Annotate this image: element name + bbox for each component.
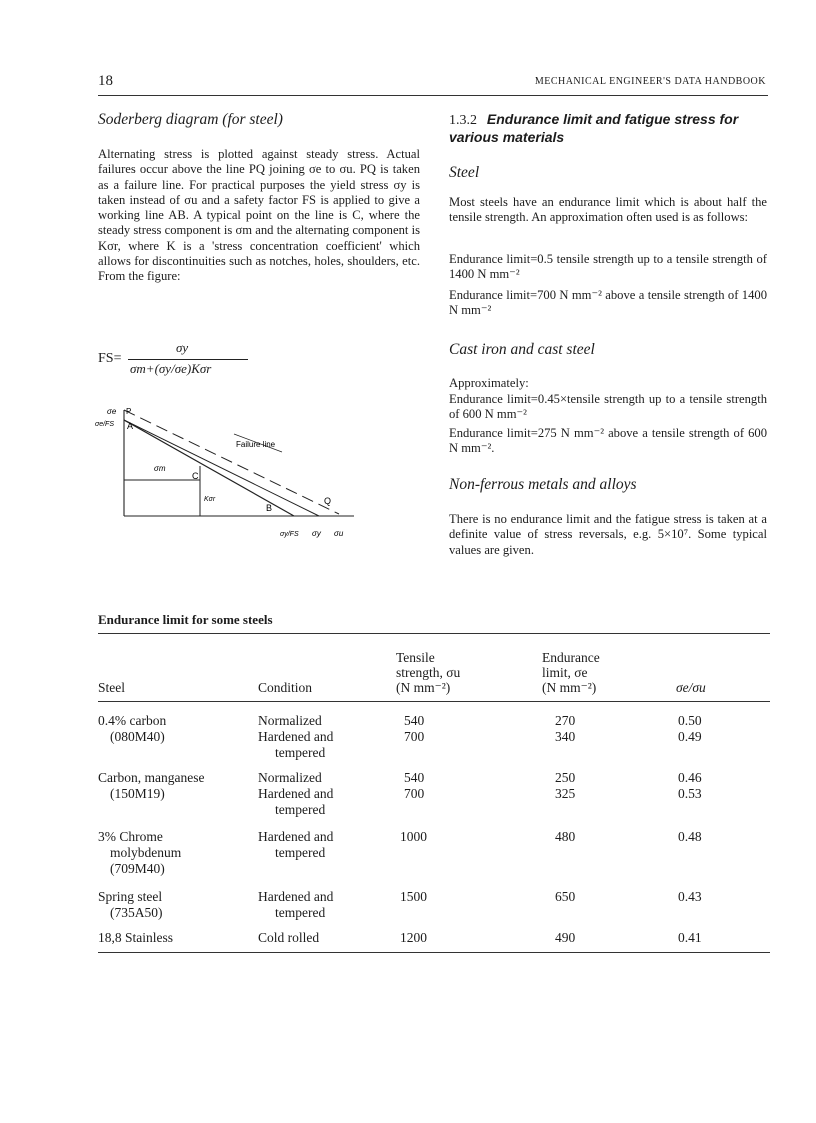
condition: Normalized	[258, 713, 322, 728]
label-sigma-e-fs: σe/FS	[95, 421, 115, 428]
header-rule	[98, 95, 768, 96]
table-top-rule	[98, 633, 770, 634]
label-sigma-y: σy	[312, 529, 321, 538]
header-tensile-l2: strength, σu	[396, 665, 461, 680]
endurance-value: 490	[555, 930, 576, 945]
soderberg-paragraph: Alternating stress is plotted against steady stress. Actual failures occur above the line PQ joining σe to σu. PQ is taken as a failure line. For practical purposes the yield stress σy is taken instead of σu and a safety factor FS is applied to give a working line AB. A typical point on the line is C, where the steady stress component is σm and the alternating component is Kσr, where K is a 'stress concentration coefficient' which allows for discontinuities such as notches, holes, shoulders, etc. From the figure:	[98, 147, 420, 284]
endurance-value: 340	[555, 729, 576, 744]
steel-name: 3% Chrome	[98, 829, 163, 844]
label-sigma-y-fs: σy/FS	[280, 531, 299, 538]
label-failure-line: Failure line	[236, 440, 276, 449]
steel-code: (735A50)	[110, 905, 163, 920]
header-tensile	[396, 650, 460, 695]
ratio-value: 0.53	[678, 786, 702, 801]
steel-name-cont: molybdenum	[110, 845, 182, 860]
cast-iron-heading: Cast iron and cast steel	[449, 341, 595, 358]
steel-name: Spring steel	[98, 889, 163, 904]
label-sigma-e: σe	[107, 407, 117, 416]
ratio-value: 0.41	[678, 930, 702, 945]
header-ratio: σe/σu	[676, 680, 706, 695]
table-header-rule	[98, 701, 770, 702]
steel-name: 18,8 Stainless	[98, 930, 174, 945]
ratio-value: 0.43	[678, 889, 702, 904]
steel-code: (080M40)	[110, 729, 165, 744]
label-a: A	[127, 421, 134, 431]
tensile-value: 1500	[400, 889, 427, 904]
condition: Hardened and	[258, 729, 334, 744]
header-endurance	[542, 650, 600, 695]
running-title: MECHANICAL ENGINEER'S DATA HANDBOOK	[534, 76, 766, 87]
ratio-value: 0.50	[678, 713, 702, 728]
label-p: P	[126, 407, 132, 416]
cast-formula-1: Endurance limit=0.45×tensile strength up to a tensile strength of 600 N mm⁻²	[449, 392, 767, 422]
condition: Hardened and	[258, 889, 334, 904]
ratio-value: 0.49	[678, 729, 702, 744]
section-title: Endurance limit and fatigue stress for various materials	[449, 111, 739, 145]
tensile-value: 1200	[400, 930, 427, 945]
header-tensile-l3: (N mm⁻²)	[396, 680, 451, 695]
cast-intro: Approximately:	[449, 376, 529, 390]
label-b: B	[266, 503, 273, 513]
steel-paragraph: Most steels have an endurance limit which is about half the tensile strength. An approximation often used is as follows:	[449, 195, 767, 225]
nonferrous-heading: Non-ferrous metals and alloys	[449, 476, 637, 493]
tensile-value: 1000	[400, 829, 427, 844]
endurance-value: 325	[555, 786, 576, 801]
formula-lhs: FS=	[98, 351, 122, 366]
header-condition: Condition	[258, 680, 313, 695]
ratio-value: 0.48	[678, 829, 702, 844]
tensile-value: 700	[404, 786, 425, 801]
header-endurance-l1: Endurance	[542, 650, 600, 665]
section-heading	[449, 111, 767, 146]
endurance-value: 270	[555, 713, 576, 728]
label-sigma-u: σu	[334, 529, 344, 538]
condition-cont: tempered	[275, 845, 326, 860]
steel-heading: Steel	[449, 164, 480, 181]
failure-line-pq	[124, 410, 339, 514]
condition: Normalized	[258, 770, 322, 785]
nonferrous-paragraph: There is no endurance limit and the fatigue stress is taken at a definite value of stress reversals, e.g. 5×10⁷. Some typical values are given.	[449, 512, 767, 557]
tensile-value: 540	[404, 713, 425, 728]
table-title: Endurance limit for some steels	[98, 612, 273, 627]
condition-cont: tempered	[275, 905, 326, 920]
soderberg-heading: Soderberg diagram (for steel)	[98, 111, 283, 128]
soderberg-diagram	[94, 396, 364, 546]
cast-formula-2: Endurance limit=275 N mm⁻² above a tensile strength of 600 N mm⁻².	[449, 426, 767, 456]
label-q: Q	[324, 496, 332, 506]
condition: Cold rolled	[258, 930, 320, 945]
condition-cont: tempered	[275, 745, 326, 760]
endurance-value: 480	[555, 829, 576, 844]
table-bottom-rule	[98, 952, 770, 953]
section-number: 1.3.2	[449, 113, 477, 128]
header-endurance-l3: (N mm⁻²)	[542, 680, 597, 695]
condition-cont: tempered	[275, 802, 326, 817]
tensile-value: 700	[404, 729, 425, 744]
steel-name: 0.4% carbon	[98, 713, 167, 728]
tensile-value: 540	[404, 770, 425, 785]
label-c: C	[192, 471, 199, 481]
fs-formula	[98, 340, 298, 380]
steel-formula-2: Endurance limit=700 N mm⁻² above a tensile strength of 1400 N mm⁻²	[449, 288, 767, 318]
ratio-value: 0.46	[678, 770, 702, 785]
condition: Hardened and	[258, 786, 334, 801]
steel-code: (709M40)	[110, 861, 165, 876]
endurance-value: 250	[555, 770, 576, 785]
steel-name: Carbon, manganese	[98, 770, 205, 785]
page-number: 18	[98, 73, 113, 89]
endurance-value: 650	[555, 889, 576, 904]
label-sigma-m: σm	[154, 464, 166, 473]
header-endurance-l2: limit, σe	[542, 665, 588, 680]
fraction-bar	[128, 359, 248, 360]
formula-denominator: σm+(σy/σe)Kσr	[130, 361, 212, 376]
header-tensile-l1: Tensile	[396, 650, 435, 665]
header-steel: Steel	[98, 680, 125, 695]
condition: Hardened and	[258, 829, 334, 844]
label-k-sigma-r: Kσr	[204, 496, 216, 503]
steel-formula-1: Endurance limit=0.5 tensile strength up to a tensile strength of 1400 N mm⁻²	[449, 252, 767, 282]
formula-numerator: σy	[176, 340, 189, 355]
steel-code: (150M19)	[110, 786, 165, 801]
